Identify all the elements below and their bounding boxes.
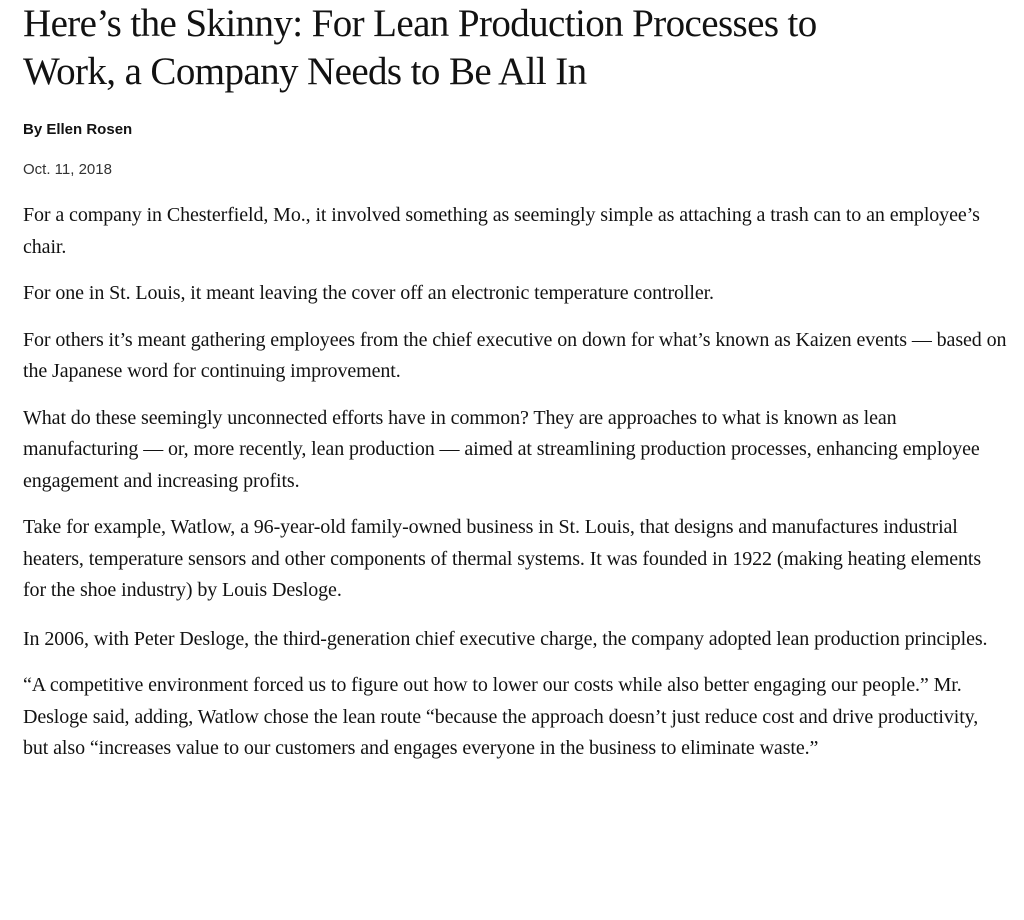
article-headline: Here’s the Skinny: For Lean Production Processes to Work, a Company Needs to Be All In [23, 2, 817, 93]
article-paragraph: In 2006, with Peter Desloge, the third-generation chief executive charge, the company adopted lean production principles. [23, 627, 988, 650]
article [23, 0, 1008, 780]
article-paragraph: What do these seemingly unconnected efforts have in common? They are approaches to what is known as lean manufacturing — or, more recently, lean production — aimed at streamlining production processes, enhancing employee engagement and increasing profits. [23, 406, 980, 492]
article-byline[interactable]: By Ellen Rosen [23, 121, 133, 138]
article-body [23, 200, 1008, 765]
article-paragraph: For one in St. Louis, it meant leaving the cover off an electronic temperature controller. [23, 282, 714, 304]
article-paragraph: “A competitive environment forced us to figure out how to lower our costs while also better engaging our people.” Mr. Desloge said, adding, Watlow chose the lean route “because the approach doesn’t just reduce cost and drive productivity, but also “increases value to our customers and engages everyone in the business to eliminate waste.” [23, 674, 979, 759]
article-paragraph: Take for example, Watlow, a 96-year-old family-owned business in St. Louis, that designs and manufactures industrial heaters, temperature sensors and other components of thermal systems. It was founded in 1922 (making heating elements for the shoe industry) by Louis Desloge. [23, 516, 982, 601]
article-date: Oct. 11, 2018 [23, 161, 112, 178]
article-paragraph: For a company in Chesterfield, Mo., it involved something as seemingly simple as attaching a trash can to an employee’s chair. [23, 204, 980, 258]
article-paragraph: For others it’s meant gathering employees from the chief executive on down for what’s known as Kaizen events — based on the Japanese word for continuing improvement. [23, 328, 1007, 382]
